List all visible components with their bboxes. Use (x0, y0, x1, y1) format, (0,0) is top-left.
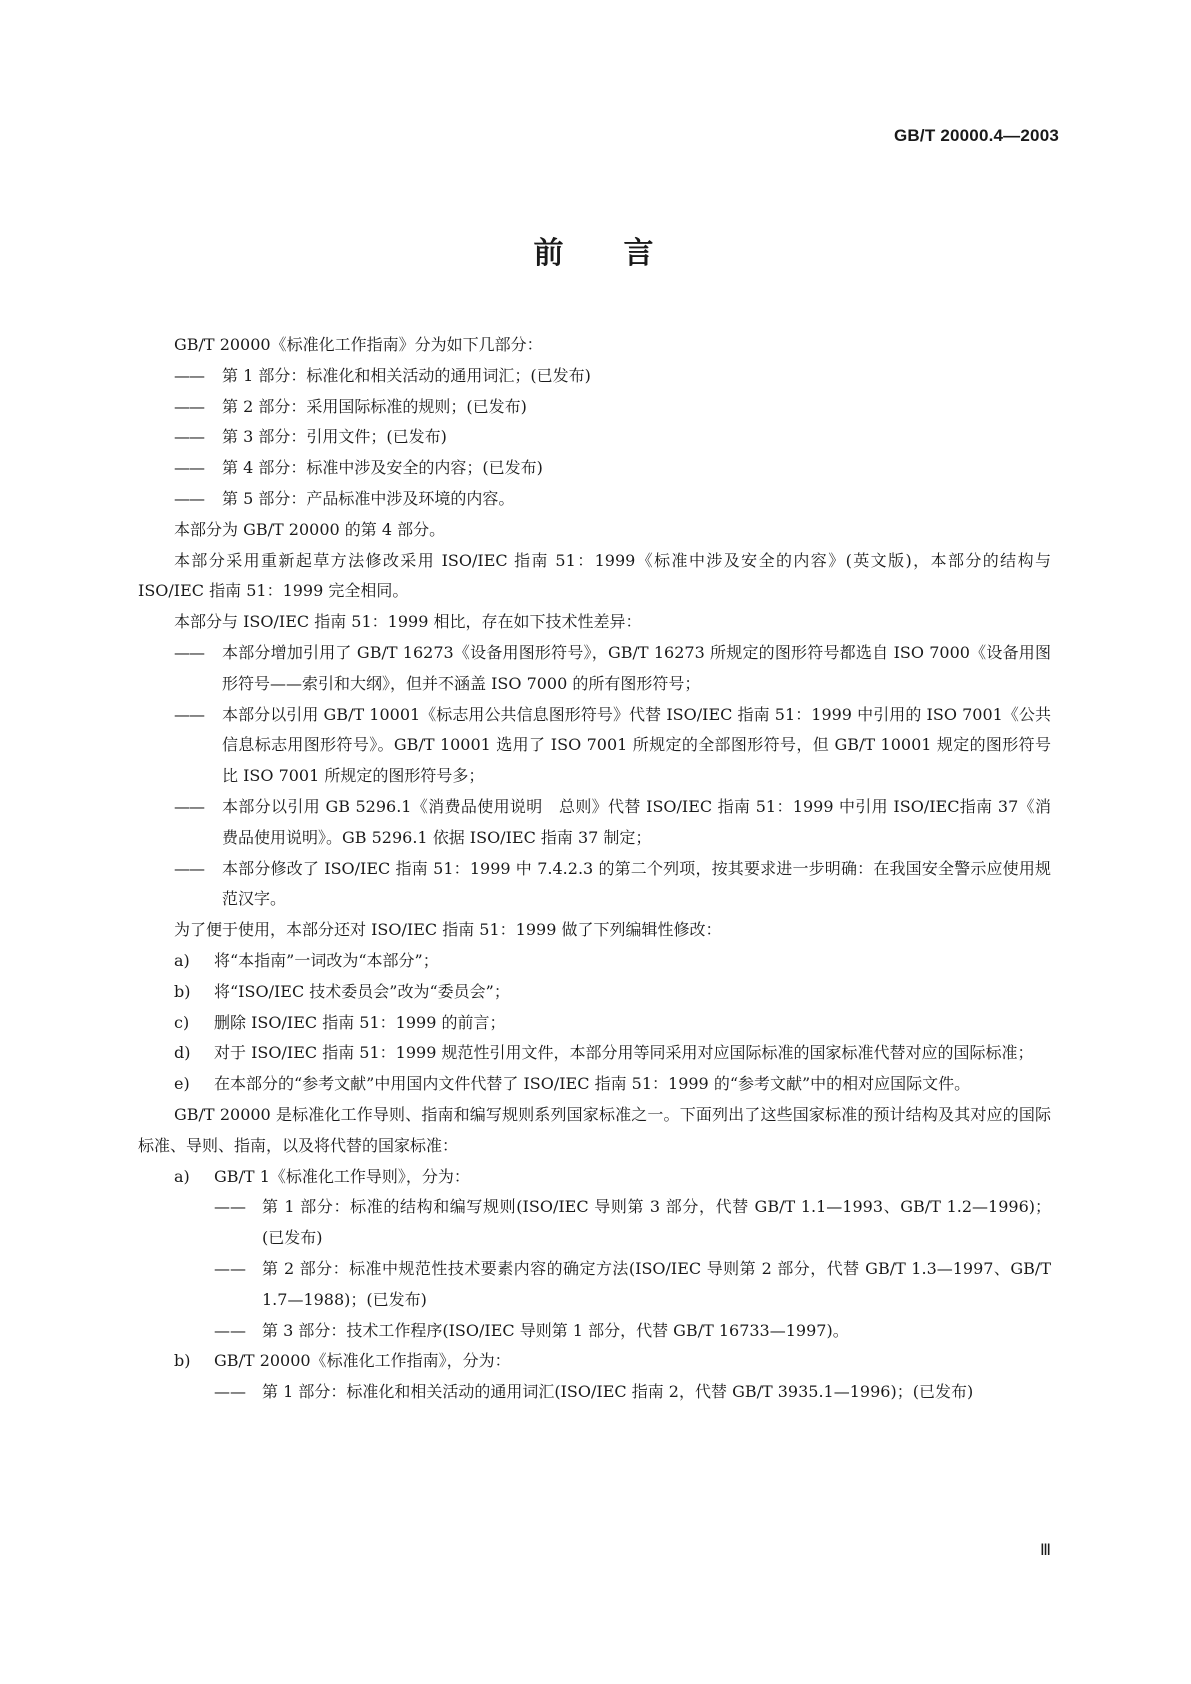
list-item-text: 将“ISO/IEC 技术委员会”改为“委员会”； (214, 981, 510, 1001)
list-item (138, 1346, 1051, 1377)
item-label: a) (174, 950, 190, 970)
list-item-text: 对于 ISO/IEC 指南 51：1999 规范性引用文件，本部分用等同采用对应国际标准的国家标准代替对应的国际标准； (214, 1043, 1034, 1063)
editorial-paragraph: 为了便于使用，本部分还对 ISO/IEC 指南 51：1999 做了下列编辑性修改： (174, 920, 722, 940)
list-item-text: 第 5 部分：产品标准中涉及环境的内容。 (222, 488, 515, 508)
list-item (138, 792, 1051, 854)
dash-marker: —— (174, 365, 204, 385)
list-item-text: 第 1 部分：标准化和相关活动的通用词汇；(已发布) (222, 365, 591, 385)
list-item-text: 第 2 部分：标准中规范性技术要素内容的确定方法(ISO/IEC 导则第 2 部分，代替 GB/T 1.3—1997、GB/T 1.7—1988)；(已发布) (262, 1258, 1051, 1309)
list-item (138, 946, 1051, 977)
list-item-text: 将“本指南”一词改为“本部分”； (214, 950, 439, 970)
list-item-text: GB/T 1《标准化工作导则》，分为： (214, 1166, 470, 1186)
differences-list (138, 638, 1051, 915)
list-item (138, 392, 1051, 423)
dash-marker: —— (214, 1382, 246, 1402)
list-item (138, 700, 1051, 792)
list-item-text: 第 1 部分：标准化和相关活动的通用词汇(ISO/IEC 指南 2，代替 GB/T 3935.1—1996)；(已发布) (262, 1382, 974, 1402)
item-label: b) (174, 981, 191, 1001)
item-label: e) (174, 1074, 190, 1094)
list-item-text: GB/T 20000《标准化工作指南》，分为： (214, 1351, 511, 1371)
list-item (138, 1069, 1051, 1100)
item-label: d) (174, 1043, 191, 1063)
dash-marker: —— (174, 704, 204, 724)
dash-marker: —— (174, 427, 204, 447)
list-item-text: 本部分以引用 GB/T 10001《标志用公共信息图形符号》代替 ISO/IEC 指南 51：1999 中引用的 ISO 7001《公共信息标志用图形符号》。GB/T 10001 选用了 ISO 7001 所规定的全部图形符号，但 GB/T 10001 规定的图形符号比 ISO 7001 所规定的图形符号多； (222, 704, 1051, 786)
list-item (138, 854, 1051, 916)
dash-marker: —— (174, 796, 204, 816)
list-item (138, 977, 1051, 1008)
list-item-text: 本部分修改了 ISO/IEC 指南 51：1999 中 7.4.2.3 的第二个列项，按其要求进一步明确：在我国安全警示应使用规范汉字。 (222, 858, 1051, 909)
series-list (138, 1162, 1051, 1408)
sub-list-item (138, 1377, 1051, 1408)
title-char-1: 前 (533, 236, 568, 271)
list-item (138, 1008, 1051, 1039)
list-item (138, 1162, 1051, 1193)
title-char-2: 言 (623, 236, 658, 271)
page-title (0, 228, 1191, 272)
list-item (138, 361, 1051, 392)
list-item-text: 第 2 部分：采用国际标准的规则；(已发布) (222, 396, 527, 416)
list-item (138, 1038, 1051, 1069)
page-number: Ⅲ (1039, 1542, 1051, 1559)
dash-marker: —— (174, 396, 204, 416)
sub-list-item (138, 1254, 1051, 1316)
part-statement: 本部分为 GB/T 20000 的第 4 部分。 (174, 519, 446, 539)
dash-marker: —— (214, 1258, 246, 1278)
list-item-text: 本部分以引用 GB 5296.1《消费品使用说明 总则》代替 ISO/IEC 指南 51：1999 中引用 ISO/IEC指南 37《消费品使用说明》。GB 5296.1 依据 ISO/IEC 指南 37 制定； (222, 796, 1051, 847)
list-item-text: 删除 ISO/IEC 指南 51：1999 的前言； (214, 1012, 506, 1032)
list-item-text: 在本部分的“参考文献”中用国内文件代替了 ISO/IEC 指南 51：1999 的“参考文献”中的相对应国际文件。 (214, 1074, 971, 1094)
dash-marker: —— (174, 858, 204, 878)
list-item (138, 453, 1051, 484)
list-item-text: 第 3 部分：技术工作程序(ISO/IEC 导则第 1 部分，代替 GB/T 16733—1997)。 (262, 1320, 849, 1340)
dash-marker: —— (214, 1320, 246, 1340)
sub-list-item (138, 1192, 1051, 1254)
item-label: a) (174, 1166, 190, 1186)
dash-marker: —— (214, 1197, 246, 1217)
parts-list (138, 361, 1051, 515)
dash-marker: —— (174, 642, 204, 662)
list-item (138, 422, 1051, 453)
list-item-text: 第 3 部分：引用文件；(已发布) (222, 427, 447, 447)
list-item-text: 第 1 部分：标准的结构和编写规则(ISO/IEC 导则第 3 部分，代替 GB/T 1.1—1993、GB/T 1.2—1996)；(已发布) (262, 1197, 1051, 1248)
adoption-paragraph: 本部分采用重新起草方法修改采用 ISO/IEC 指南 51：1999《标准中涉及安全的内容》(英文版)，本部分的结构与 ISO/IEC 指南 51：1999 完全相同。 (138, 550, 1051, 601)
standard-code: GB/T 20000.4—2003 (894, 126, 1059, 145)
preface-body (138, 330, 1051, 1408)
sub-list-item (138, 1316, 1051, 1347)
list-item (138, 638, 1051, 700)
dash-marker: —— (174, 458, 204, 478)
list-item (138, 484, 1051, 515)
list-item-text: 本部分增加引用了 GB/T 16273《设备用图形符号》，GB/T 16273 所规定的图形符号都选自 ISO 7000《设备用图形符号——索引和大纲》，但并不涵盖 ISO 7000 的所有图形符号； (222, 642, 1051, 693)
intro-paragraph: GB/T 20000《标准化工作指南》分为如下几部分： (174, 335, 543, 354)
list-item-text: 第 4 部分：标准中涉及安全的内容；(已发布) (222, 458, 543, 478)
dash-marker: —— (174, 488, 204, 508)
comparison-paragraph: 本部分与 ISO/IEC 指南 51：1999 相比，存在如下技术性差异： (174, 612, 642, 632)
item-label: c) (174, 1012, 190, 1032)
item-label: b) (174, 1351, 191, 1371)
series-paragraph: GB/T 20000 是标准化工作导则、指南和编写规则系列国家标准之一。下面列出了这些国家标准的预计结构及其对应的国际标准、导则、指南，以及将代替的国家标准： (138, 1104, 1051, 1155)
editorial-list (138, 946, 1051, 1100)
